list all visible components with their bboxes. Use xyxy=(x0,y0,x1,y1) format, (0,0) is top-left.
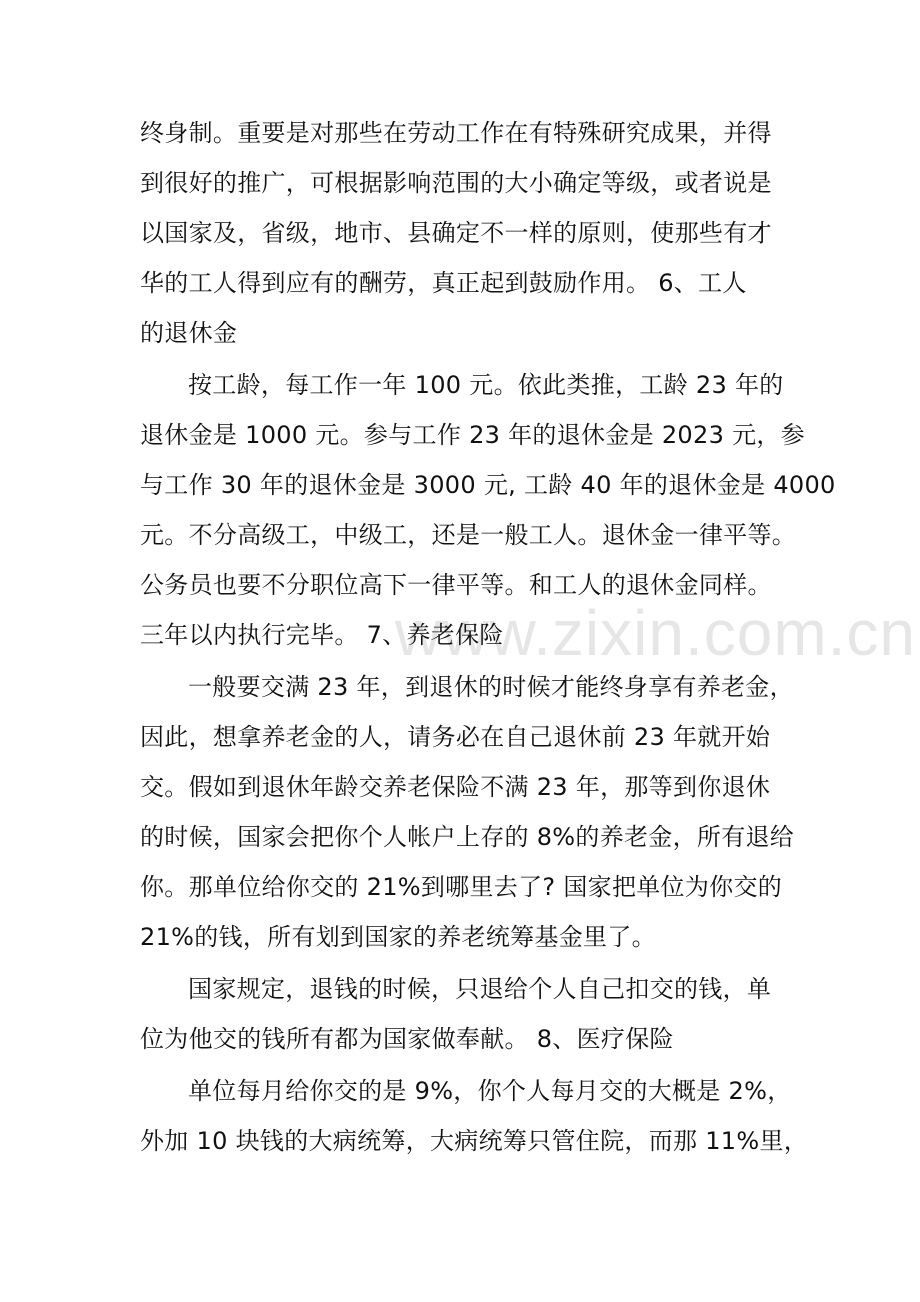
text-line: 21%的钱，所有划到国家的养老统筹基金里了。 xyxy=(140,923,656,951)
text-line: 与工作 30 年的退休金是 3000 元, 工龄 40 年的退休金是 4000 xyxy=(140,471,836,499)
paragraph-first-line: 国家规定，退钱的时候，只退给个人自己扣交的钱，单 xyxy=(188,975,772,1003)
text-line: 的时候，国家会把你个人帐户上存的 8%的养老金，所有退给 xyxy=(140,823,795,851)
text-line: 公务员也要不分职位高下一律平等。和工人的退休金同样。 xyxy=(140,571,772,599)
paragraph-first-line: 一般要交满 23 年，到退休的时候才能终身享有养老金， xyxy=(188,673,794,701)
paragraph-first-line: 按工龄，每工作一年 100 元。依此类推，工龄 23 年的 xyxy=(188,371,784,399)
text-line: 你。那单位给你交的 21%到哪里去了? 国家把单位为你交的 xyxy=(140,873,783,901)
paragraph-first-line: 单位每月给你交的是 9%，你个人每月交的大概是 2%， xyxy=(188,1077,792,1105)
text-line: 退休金是 1000 元。参与工作 23 年的退休金是 2023 元，参 xyxy=(140,421,805,449)
text-line: 以国家及，省级，地市、县确定不一样的原则，使那些有才 xyxy=(140,219,772,247)
text-line: 外加 10 块钱的大病统筹，大病统筹只管住院，而那 11%里， xyxy=(140,1127,809,1155)
text-line: 终身制。重要是对那些在劳动工作在有特殊研究成果，并得 xyxy=(140,119,772,147)
text-line: 因此，想拿养老金的人，请务必在自己退休前 23 年就开始 xyxy=(140,723,771,751)
text-line: 交。假如到退休年龄交养老保险不满 23 年，那等到你退休 xyxy=(140,773,771,801)
text-line: 华的工人得到应有的酬劳，真正起到鼓励作用。 6、工人 xyxy=(140,269,747,297)
text-line: 元。不分高级工，中级工，还是一般工人。退休金一律平等。 xyxy=(140,521,797,549)
watermark: www.zixin.com.cn xyxy=(395,597,916,669)
text-line: 到很好的推广，可根据影响范围的大小确定等级，或者说是 xyxy=(140,169,772,197)
text-line: 位为他交的钱所有都为国家做奉献。 8、医疗保险 xyxy=(140,1025,674,1053)
text-line: 的退休金 xyxy=(140,319,238,347)
text-line: 三年以内执行完毕。 7、养老保险 xyxy=(140,621,504,649)
